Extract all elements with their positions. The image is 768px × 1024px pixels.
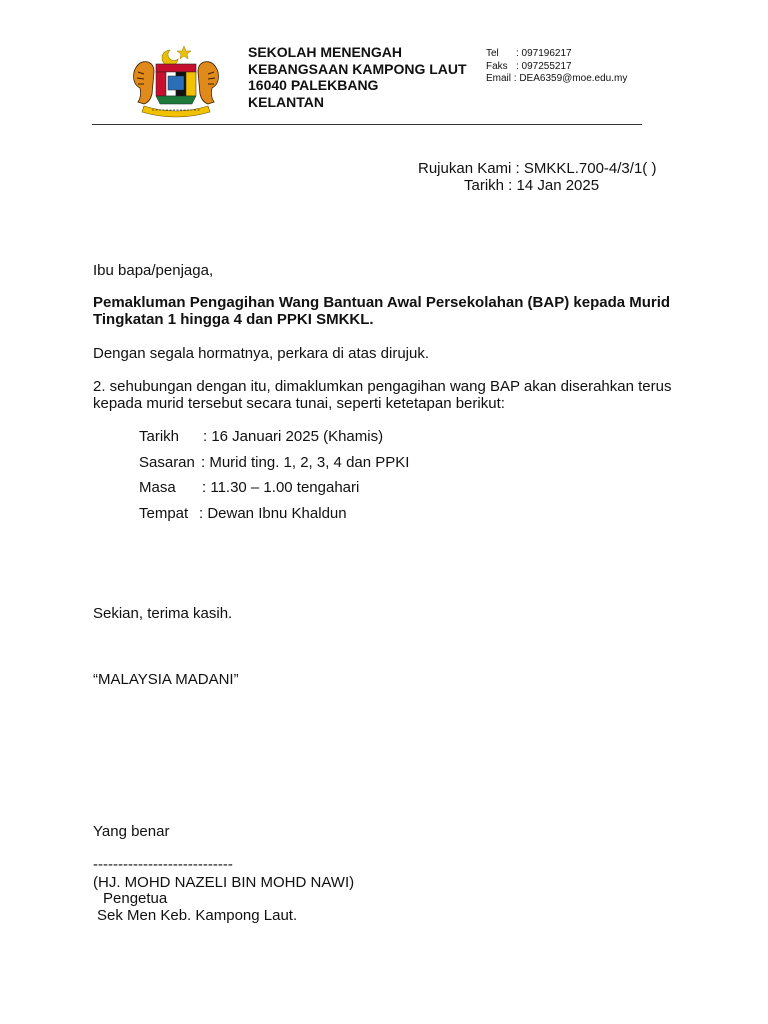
fax-value: : 097255217 xyxy=(516,60,572,72)
tel-line xyxy=(486,48,627,61)
detail-value: : 16 Januari 2025 (Khamis) xyxy=(203,428,384,445)
paragraph-1: Dengan segala hormatnya, perkara di atas dirujuk. xyxy=(93,345,430,362)
email-line: Email : DEA6359@moe.edu.my xyxy=(486,73,628,84)
details-list xyxy=(139,428,409,530)
signatory-position: Pengetua xyxy=(103,890,168,907)
letter-subject: Pemakluman Pengagihan Wang Bantuan Awal Persekolahan (BAP) kepada Murid Tingkatan 1 hingga 4 dan PPKI SMKKL. xyxy=(93,294,671,328)
reference-date: Tarikh : 14 Jan 2025 xyxy=(464,177,600,194)
detail-label: Tarikh xyxy=(139,428,180,445)
coat-of-arms-icon xyxy=(126,42,226,120)
motto: “MALAYSIA MADANI” xyxy=(93,671,239,688)
signature-line: ---------------------------- xyxy=(93,856,233,873)
reference-number: Rujukan Kami : SMKKL.700-4/3/1( ) xyxy=(418,160,657,177)
salutation: Ibu bapa/penjaga, xyxy=(93,262,214,279)
detail-row-time xyxy=(139,479,409,505)
closing-line: Sekian, terima kasih. xyxy=(93,605,233,622)
detail-value: : Murid ting. 1, 2, 3, 4 dan PPKI xyxy=(201,453,410,471)
contact-block xyxy=(486,48,627,86)
fax-line xyxy=(486,61,627,74)
detail-value: : Dewan Ibnu Khaldun xyxy=(199,504,347,522)
detail-row-target xyxy=(139,454,409,480)
detail-label: Masa xyxy=(139,479,176,496)
detail-label: Tempat xyxy=(139,504,189,522)
detail-row-venue xyxy=(139,505,409,531)
school-address xyxy=(248,44,467,110)
fax-label: Faks xyxy=(486,60,508,72)
signatory-name: (HJ. MOHD NAZELI BIN MOHD NAWI) xyxy=(93,874,355,891)
detail-label: Sasaran xyxy=(139,453,195,471)
detail-row-date xyxy=(139,428,409,454)
regards: Yang benar xyxy=(93,823,170,840)
school-postcode-line: 16040 PALEKBANG xyxy=(248,77,379,93)
school-name-line-2: KEBANGSAAN KAMPONG LAUT xyxy=(248,60,467,77)
tel-value: : 097196217 xyxy=(516,48,572,59)
school-name-line-1: SEKOLAH MENENGAH xyxy=(248,44,403,60)
detail-value: : 11.30 – 1.00 tengahari xyxy=(202,479,360,496)
letterhead-divider xyxy=(92,124,642,125)
paragraph-2: 2. sehubungan dengan itu, dimaklumkan pengagihan wang BAP akan diserahkan terus kepada murid tersebut secara tunai, seperti ketetapan berikut: xyxy=(93,378,672,412)
signatory-school: Sek Men Keb. Kampong Laut. xyxy=(97,907,298,924)
tel-label: Tel xyxy=(486,48,499,59)
reference-block xyxy=(418,160,656,194)
school-state-line: KELANTAN xyxy=(248,93,324,110)
